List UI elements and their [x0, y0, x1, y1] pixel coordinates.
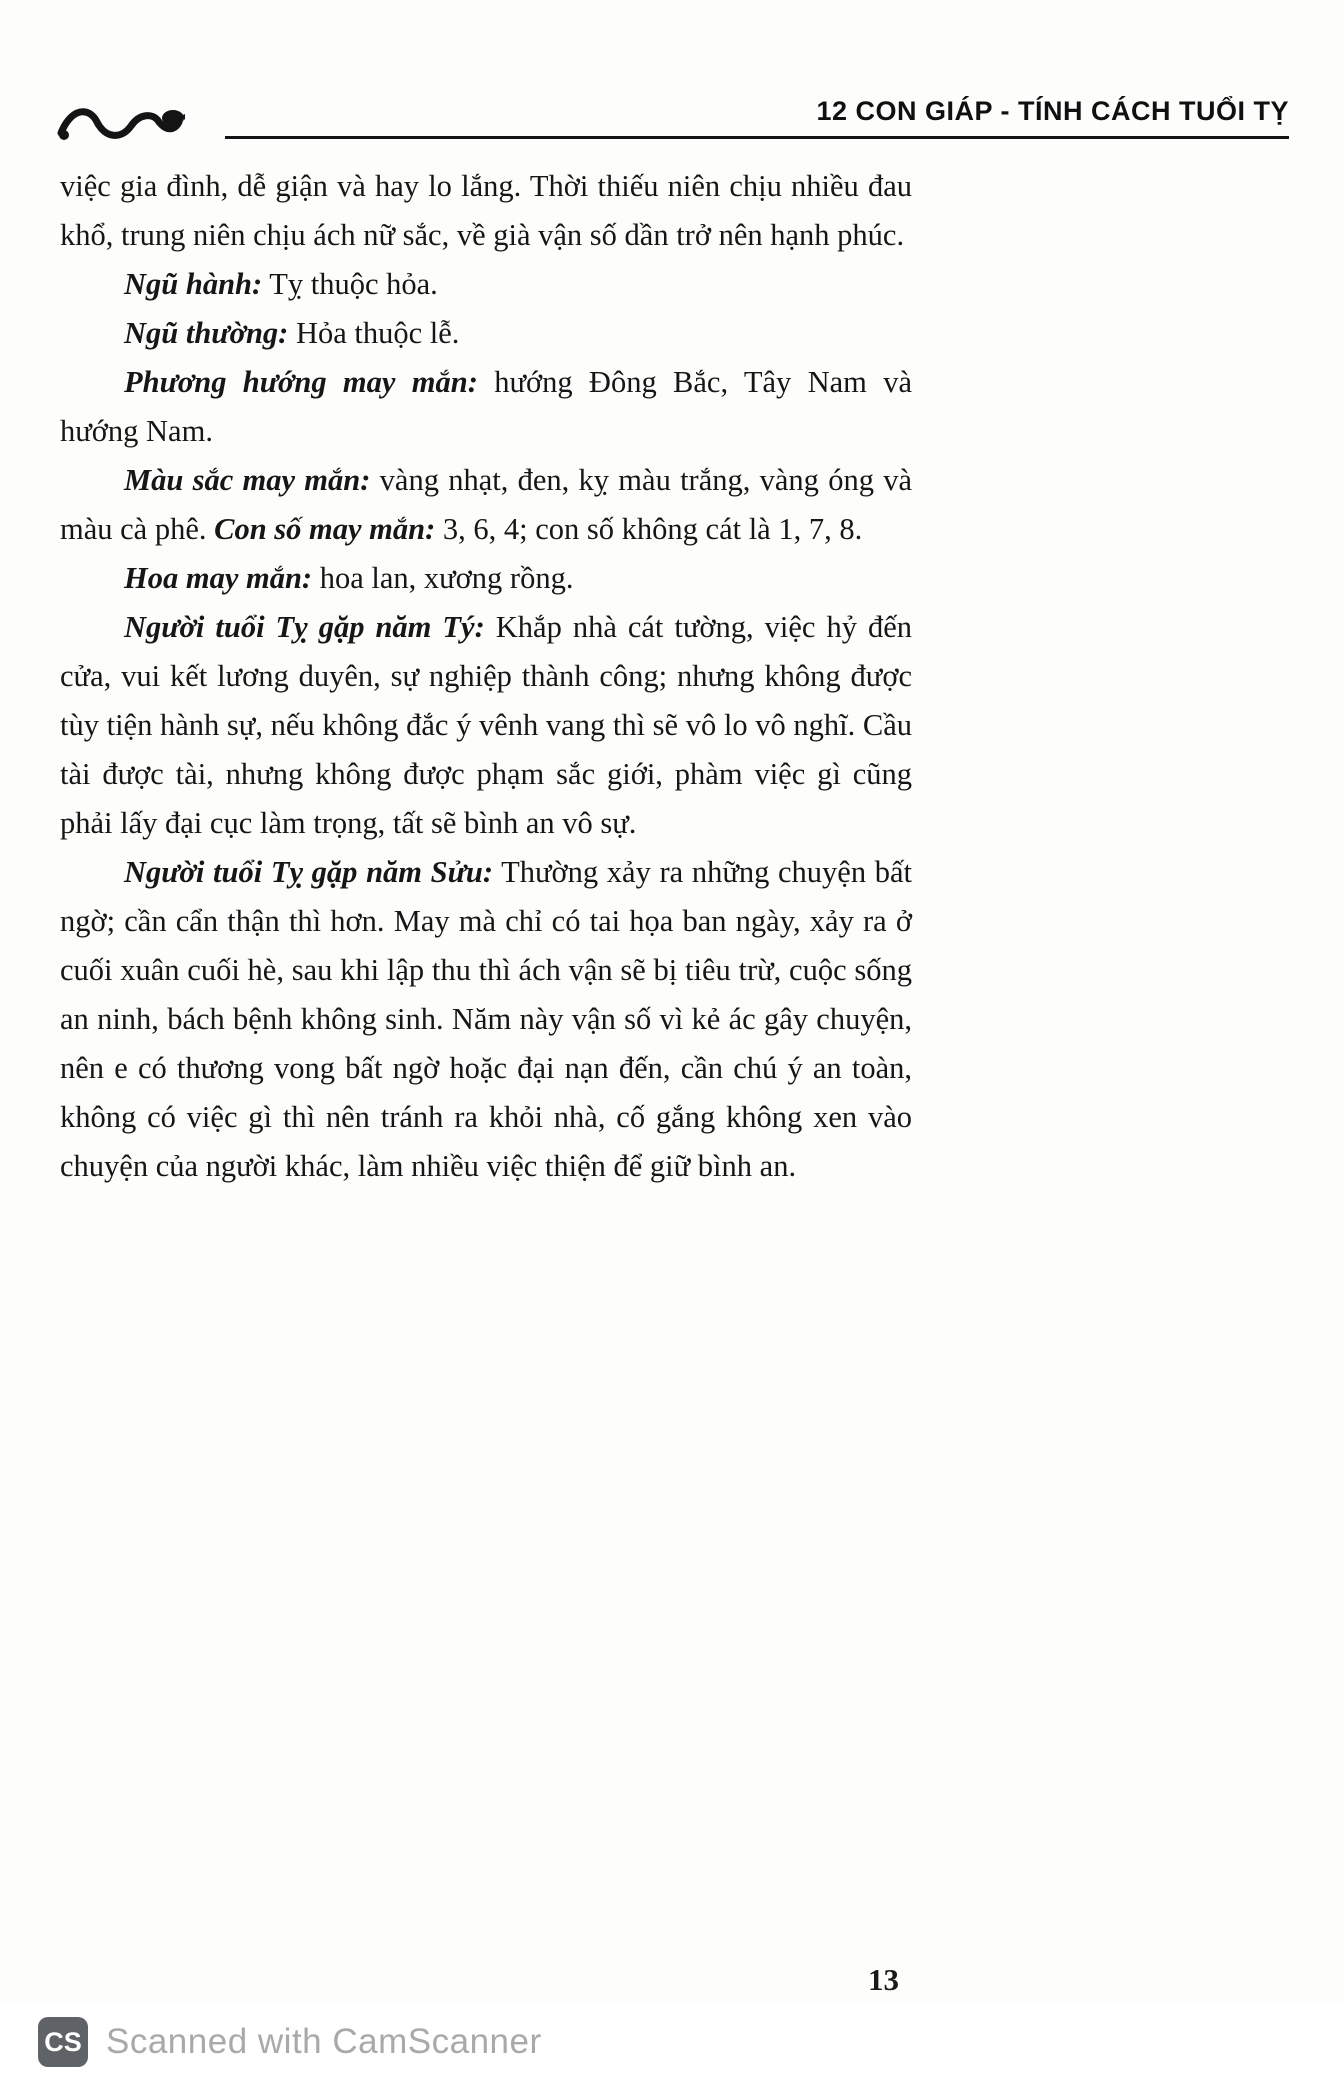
paragraph — [60, 162, 912, 260]
camscanner-watermark-bar — [0, 2004, 1344, 2080]
paragraph-lead: Con số may mắn: — [214, 512, 436, 546]
paragraph-text: hướng Đông Bắc, Tây Nam và hướng Nam. — [60, 365, 912, 448]
paragraph-text: việc gia đình, dễ giận và hay lo lắng. Thời thiếu niên chịu nhiều đau khổ, trung niên chịu ách nữ sắc, về già vận số dần trở nên hạnh phúc. — [60, 169, 912, 252]
paragraph-text: Thường xảy ra những chuyện bất ngờ; cần cẩn thận thì hơn. May mà chỉ có tai họa ban ngày, xảy ra ở cuối xuân cuối hè, sau khi lập thu thì ách vận sẽ bị tiêu trừ, cuộc sống an ninh, bách bệnh không sinh. Năm này vận số vì kẻ ác gây chuyện, nên e có thương vong bất ngờ hoặc đại nạn đến, cần chú ý an toàn, không có việc gì thì nên tránh ra khỏi nhà, cố gắng không xen vào chuyện của người khác, làm nhiều việc thiện để giữ bình an. — [60, 855, 912, 1183]
header-rule — [225, 136, 1289, 139]
paragraph — [60, 260, 912, 309]
paragraph — [60, 848, 912, 1191]
paragraph-text: Tỵ thuộc hỏa. — [262, 267, 438, 301]
page-number: 13 — [868, 1962, 899, 1997]
paragraph-lead: Màu sắc may mắn: — [124, 463, 371, 497]
paragraph-lead: Người tuổi Tỵ gặp năm Tý: — [124, 610, 485, 644]
paragraph-lead: Phương hướng may mắn: — [124, 365, 478, 399]
paragraph — [60, 456, 912, 554]
paragraph — [60, 309, 912, 358]
paragraph — [60, 358, 912, 456]
paragraph-text: hoa lan, xương rồng. — [312, 561, 574, 595]
body-text — [60, 162, 912, 1191]
paragraph — [60, 603, 912, 848]
camscanner-watermark-text: Scanned with CamScanner — [106, 2022, 542, 2061]
paragraph-lead: Ngũ hành: — [124, 267, 263, 301]
page-header — [55, 88, 1289, 158]
paragraph-lead: Ngũ thường: — [124, 316, 289, 350]
snake-icon — [55, 88, 185, 150]
paragraph-lead: Hoa may mắn: — [124, 561, 313, 595]
paragraph-text: Hỏa thuộc lễ. — [288, 316, 460, 350]
paragraph-text: vàng nhạt, đen, kỵ màu trắng, vàng óng và màu cà phê. — [60, 463, 912, 546]
paragraph-text: 3, 6, 4; con số không cát là 1, 7, 8. — [435, 512, 863, 546]
camscanner-logo-icon: CS — [38, 2017, 88, 2067]
paragraph-text: Khắp nhà cát tường, việc hỷ đến cửa, vui kết lương duyên, sự nghiệp thành công; nhưng không được tùy tiện hành sự, nếu không đắc ý vênh vang thì sẽ vô lo vô nghĩ. Cầu tài được tài, nhưng không được phạm sắc giới, phàm việc gì cũng phải lấy đại cục làm trọng, tất sẽ bình an vô sự. — [60, 610, 913, 840]
page-title: 12 CON GIÁP - TÍNH CÁCH TUỔI TỴ — [816, 96, 1289, 126]
paragraph-lead: Người tuổi Tỵ gặp năm Sửu: — [124, 855, 494, 889]
paragraph — [60, 554, 912, 603]
